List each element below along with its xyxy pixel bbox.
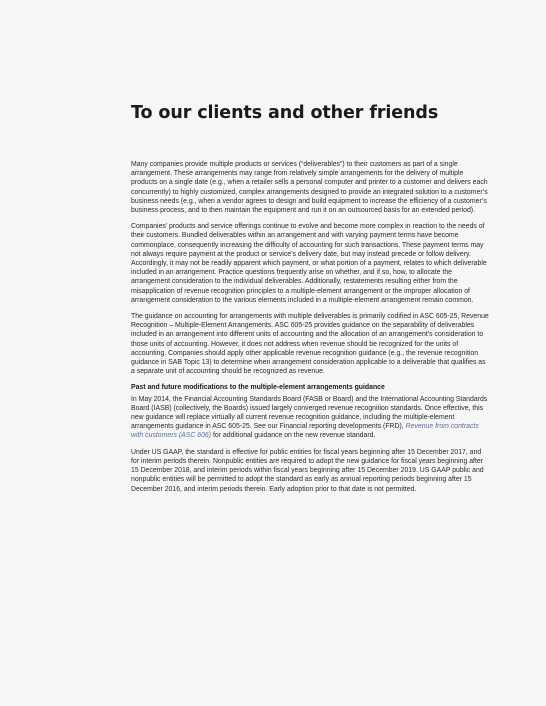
intro-paragraph: Many companies provide multiple products or services (“deliverables”) to their customers as part of a single arrangement. These arrangements may range from relatively simple arrangements for the delivery of multiple products on a single date (e.g., when a retailer sells a personal computer and printer to a customer and delivers each concurrently) to highly customized, complex arrangements designed to provide an integrated solution to a customer’s business needs (e.g., when a vendor agrees to design and build equipment to increase the efficiency of a customer’s business process, and to then maintain the equipment and run it on an outsourced basis for an extended period). <box>131 161 488 215</box>
page-title: To our clients and other friends <box>131 103 439 123</box>
effective-date-paragraph: Under US GAAP, the standard is effective for public entities for fiscal years beginning after 15 December 2017, and for interim periods therein. Nonpublic entities are required to adopt the new guidance for fiscal years beginning after 15 December 2018, and interim periods within fiscal years beginning after 15 December 2019. US GAAP public and nonpublic entities will be permitted to adopt the standard as early as annual reporting periods beginning after 15 December 2016, and interim periods therein. Early adoption prior to that date is not permitted. <box>131 448 484 493</box>
guidance-paragraph: The guidance on accounting for arrangements with multiple deliverables is primarily codified in ASC 605-25, Revenue Recognition – Multiple-Element Arrangements. ASC 605-25 provides guidance on the separability of deliverables included in an arrangement into different units of accounting and the allocation of an arrangement’s consideration to those units of accounting. However, it does not address when revenue should be recognized for the units of accounting. Companies should apply other applicable revenue recognition guidance (e.g., the revenue recognition guidance in SAB Topic 13) to determine when arrangement consideration applicable to a deliverable that qualifies as a separate unit of accounting should be recognized as revenue. <box>131 313 489 376</box>
frd-link[interactable]: Revenue from contracts with customers (ASC 606) <box>131 423 479 440</box>
section-heading: Past and future modifications to the multiple-element arrangements guidance <box>131 384 385 392</box>
modifications-text-end: for additional guidance on the new revenue standard. <box>211 432 376 440</box>
modifications-paragraph <box>131 395 491 441</box>
letter-body <box>131 160 491 494</box>
evolution-paragraph: Companies’ products and service offerings continue to evolve and become more complex in reaction to the needs of their customers. Bundled deliverables within an arrangement and with varying payment terms have become commonplace, consequently increasing the difficulty of accounting for such transactions. These payment terms may not always require payment at the product or service’s delivery date, but may instead precede or follow delivery. Accordingly, it may not be readily apparent which payment, or what portion of a payment, relates to which deliverable included in an arrangement. Practice questions frequently arise on whether, and if so, how, to allocate the arrangement consideration to the individual deliverables. Additionally, restatements resulting either from the misapplication of revenue recognition principles to a multiple-element arrangement or the improper allocation of arrangement consideration to the various elements included in a multiple-element arrangement remain common. <box>131 223 487 304</box>
modifications-text-start: In May 2014, the Financial Accounting Standards Board (FASB or Board) and the International Accounting Standards Board (IASB) (collectively, the Boards) issued largely converged revenue recognition standards. Once effective, this new guidance will replace virtually all current revenue recognition guidance, including the multiple-element arrangements guidance in ASC 605-25. See our Financial reporting developments (FRD), <box>131 395 488 431</box>
